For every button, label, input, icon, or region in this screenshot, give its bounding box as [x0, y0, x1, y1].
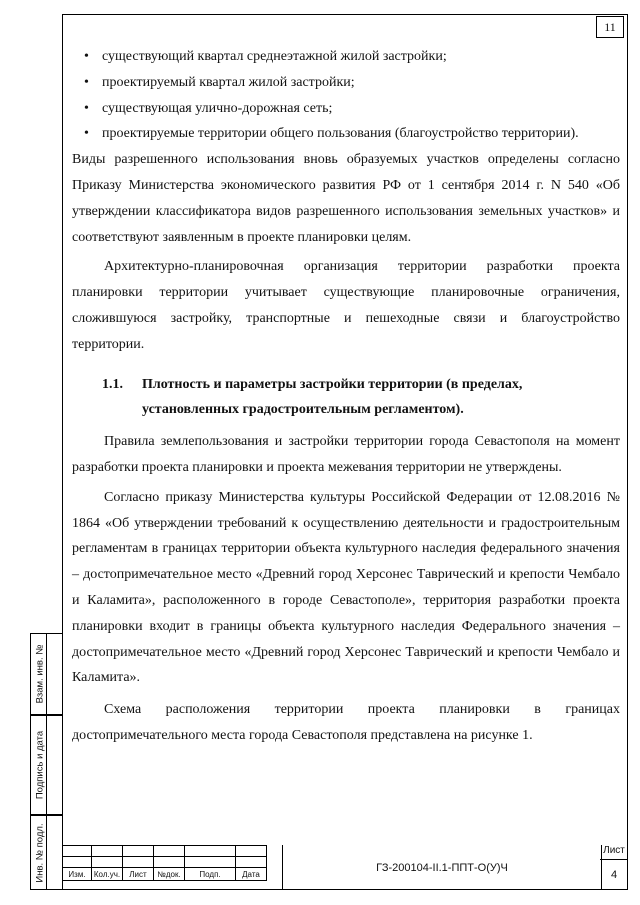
title-block-grid — [62, 845, 267, 881]
paragraph-rules: Правила землепользования и застройки территории города Севастополя на момент разработки проекта планировки и проекта межевания территории не утверждены. — [72, 434, 620, 475]
section-heading: 1.1. Плотность и параметры застройки территории (в пределах, — [102, 376, 523, 392]
col-ndok: №док. — [154, 868, 185, 881]
bullet-icon: • — [84, 49, 89, 64]
col-izm: Изм. — [63, 868, 92, 881]
page-number: 11 — [596, 16, 624, 38]
title-block — [62, 845, 628, 890]
side-label-vzam: Взам. инв. № — [34, 644, 45, 704]
side-label-inv: Инв. № подл. — [34, 822, 45, 883]
list-item: • существующий квартал среднеэтажной жилой застройки; — [72, 44, 620, 70]
bullet-icon: • — [84, 100, 89, 116]
side-stamp-vzam — [30, 633, 62, 715]
paragraph-scheme: Схема расположения территории проекта планировки в границах достопримечательного места города Севастополя представлена на рисунке 1. — [72, 702, 620, 743]
paragraph-order: Согласно приказу Министерства культуры Российской Федерации от 12.08.2016 № 1864 «Об утверждении требований к осуществлению деятельности и градостроительным регламентам в границах территории объекта культурного наследия федерального значения – достопримечательное место «Древний город Херсонес Таврический и крепости Чембало и Каламита», расположенного в городе Севастополе», территория разработки проекта планировки входит в границы объекта культурного наследия Федерального значения – достопримечательное место «Древний город Херсонес Таврический и крепости Чембало и Каламита». — [72, 489, 620, 686]
col-list: Лист — [123, 868, 154, 881]
side-stamp-podpis — [30, 715, 62, 815]
section-heading-cont: установленных градостроительным регламентом). — [142, 402, 464, 418]
side-label-podpis: Подпись и дата — [34, 730, 45, 800]
sheet-label: Лист — [600, 845, 628, 860]
col-kolich: Кол.уч. — [92, 868, 123, 881]
list-item: • существующая улично-дорожная сеть; — [72, 96, 620, 122]
document-code: ГЗ-200104-II.1-ППТ-О(У)Ч — [282, 845, 602, 890]
document-body — [72, 44, 620, 749]
list-item: • проектируемый квартал жилой застройки; — [72, 70, 620, 96]
side-stamp-inv — [30, 815, 62, 890]
bullet-icon: • — [84, 74, 89, 90]
bullet-icon: • — [84, 126, 89, 142]
list-item: • проектируемые территории общего пользования (благоустройство территории). — [72, 121, 620, 147]
sheet-number: 4 — [610, 869, 618, 881]
paragraph-planning-org: Архитектурно-планировочная организация территории разработки проекта планировки территории учитывает существующие планировочные ограничения, сложившуюся застройку, транспортные и пешеходные связи и благоустройство территории. — [72, 259, 620, 352]
col-podp: Подп. — [185, 868, 236, 881]
col-data: Дата — [236, 868, 267, 881]
paragraph-permitted-use: Виды разрешенного использования вновь образуемых участков определены согласно Приказу Министерства экономического развития РФ от 1 сентября 2014 г. N 540 «Об утверждении классификатора видов разрешенного использования земельных участков» и соответствуют заявленным в проекте планировки целям. — [72, 152, 620, 245]
